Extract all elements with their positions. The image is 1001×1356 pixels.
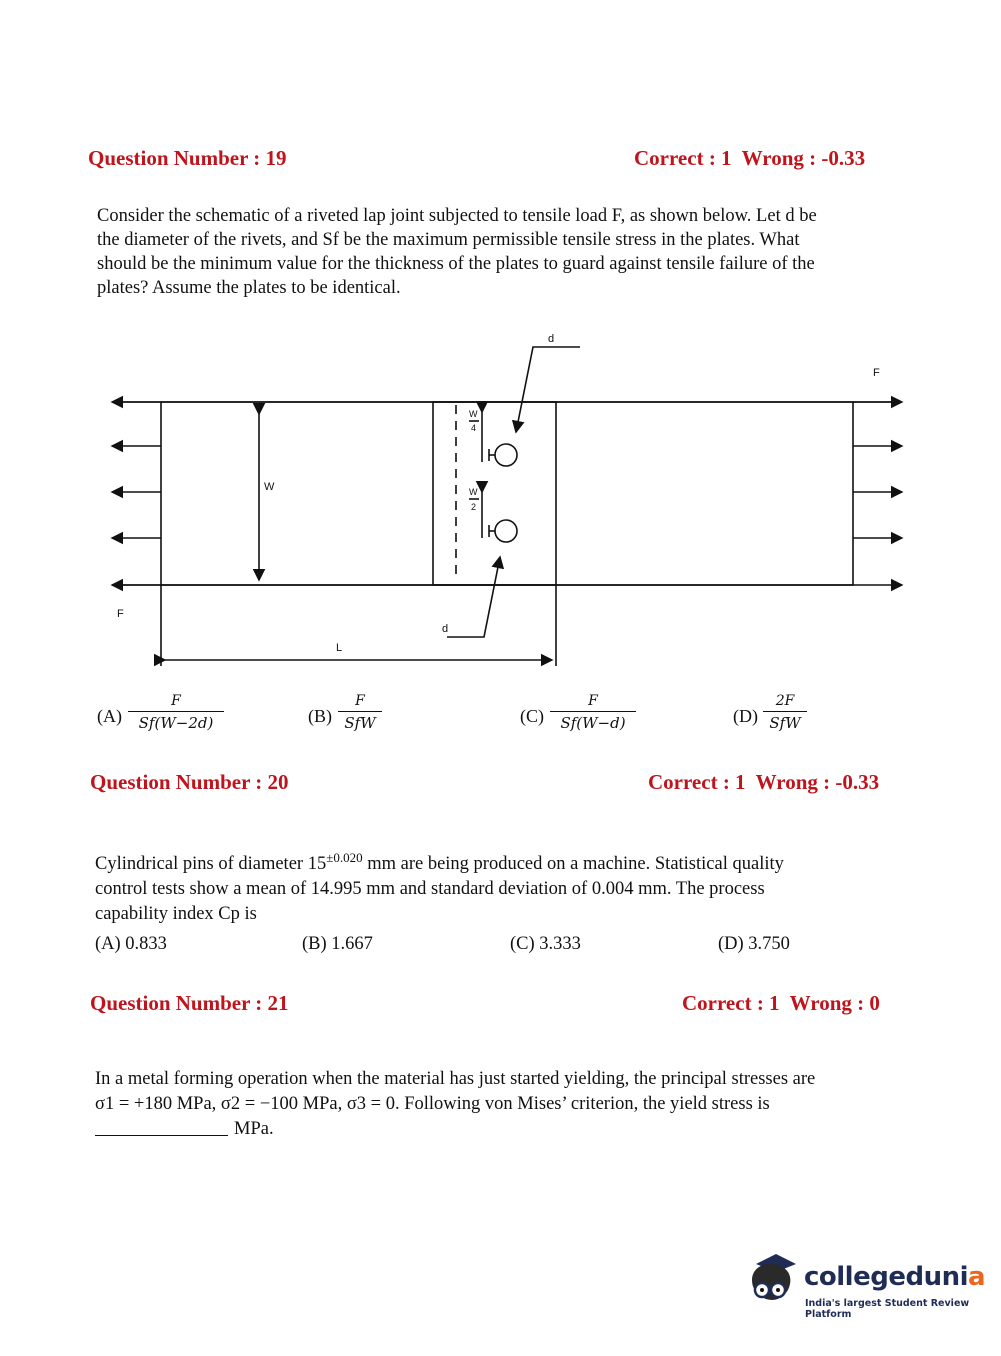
question-21-number: Question Number : 21 xyxy=(90,991,289,1015)
q20-line-3: capability index Cp is xyxy=(95,904,257,925)
question-20-marks: Correct : 1 Wrong : -0.33 xyxy=(648,770,880,794)
option-d-label: (D) xyxy=(733,706,758,726)
label-w2-den: 2 xyxy=(471,502,477,512)
option-c-numerator: F xyxy=(588,693,598,709)
q21-line-3: MPa. xyxy=(234,1119,274,1139)
riveted-lap-joint-diagram xyxy=(0,320,1001,670)
option-b-denominator: SfW xyxy=(344,714,376,732)
option-d-fraction xyxy=(763,692,807,732)
d-leader-bottom xyxy=(447,557,500,637)
question-21-header xyxy=(0,991,1001,1021)
mascot-logo-icon xyxy=(742,1250,802,1310)
option-c-fraction xyxy=(550,692,636,732)
option-b-fraction xyxy=(338,692,382,732)
q19-line-1: Consider the schematic of a riveted lap joint subjected to tensile load F, as shown below. Let d be xyxy=(97,206,817,226)
collegedunia-tagline: India's largest Student Review Platform xyxy=(805,1298,970,1320)
wordmark-accent: a xyxy=(968,1262,986,1292)
question-20-header xyxy=(0,770,1001,800)
option-b-numerator: F xyxy=(355,693,365,709)
option-c-label: (C) xyxy=(520,706,544,726)
q19-line-4: plates? Assume the plates to be identical. xyxy=(97,278,401,298)
rivet-bottom xyxy=(495,520,517,542)
question-20-text xyxy=(95,845,925,927)
left-plate xyxy=(161,402,556,585)
q21-line-2: σ1 = +180 MPa, σ2 = −100 MPa, σ3 = 0. Following von Mises’ criterion, the yield stress is xyxy=(95,1094,770,1114)
answer-blank[interactable] xyxy=(95,1135,228,1136)
q20-line-2: control tests show a mean of 14.995 mm and standard deviation of 0.004 mm. The process xyxy=(95,879,765,900)
q20-line-1 xyxy=(95,845,925,877)
question-19-marks: Correct : 1 Wrong : -0.33 xyxy=(634,146,866,170)
q19-line-3: should be the minimum value for the thickness of the plates to guard against tensile failure of the xyxy=(97,254,815,274)
q20-option-d: (D) 3.750 xyxy=(718,934,790,954)
q20-option-b: (B) 1.667 xyxy=(302,934,373,954)
option-c-denominator: Sf(W−d) xyxy=(560,714,626,732)
option-d-numerator: 2F xyxy=(775,693,795,709)
question-20-number: Question Number : 20 xyxy=(90,770,289,794)
q21-line-1: In a metal forming operation when the material has just started yielding, the principal stresses are xyxy=(95,1069,816,1089)
label-f-left: F xyxy=(117,608,124,620)
label-w4-num: W xyxy=(469,409,478,419)
q20-tolerance: ±0.020 xyxy=(326,850,363,865)
wordmark-main: collegeduni xyxy=(804,1262,969,1292)
option-d-denominator: SfW xyxy=(769,714,801,732)
option-a-denominator: Sf(W−2d) xyxy=(138,714,214,732)
question-19-text xyxy=(97,204,917,300)
option-b-label: (B) xyxy=(308,706,332,726)
label-d-bottom: d xyxy=(442,623,449,635)
option-a-numerator: F xyxy=(171,693,181,709)
question-21-text xyxy=(95,1067,925,1142)
collegedunia-wordmark xyxy=(804,1262,985,1292)
q20-option-a: (A) 0.833 xyxy=(95,934,167,954)
q20-option-c: (C) 3.333 xyxy=(510,934,581,954)
label-w2-num: W xyxy=(469,487,478,497)
label-d-top: d xyxy=(548,333,555,345)
q19-line-2: the diameter of the rivets, and Sf be the maximum permissible tensile stress in the plates. What xyxy=(97,230,800,250)
question-19-number: Question Number : 19 xyxy=(88,146,287,170)
right-plate xyxy=(433,402,853,585)
question-21-marks: Correct : 1 Wrong : 0 xyxy=(682,991,880,1015)
label-w4-den: 4 xyxy=(471,423,477,433)
option-a-label: (A) xyxy=(97,706,122,726)
question-19-header xyxy=(0,146,1001,176)
q20-line-1-b: mm are being produced on a machine. Statistical quality xyxy=(362,854,784,875)
label-w: W xyxy=(264,481,275,493)
d-leader-top xyxy=(516,347,580,432)
option-a-fraction xyxy=(128,692,224,732)
q20-line-1-a: Cylindrical pins of diameter 15 xyxy=(95,854,327,875)
label-f-right: F xyxy=(873,367,880,379)
label-l: L xyxy=(336,642,343,654)
rivet-top xyxy=(495,444,517,466)
